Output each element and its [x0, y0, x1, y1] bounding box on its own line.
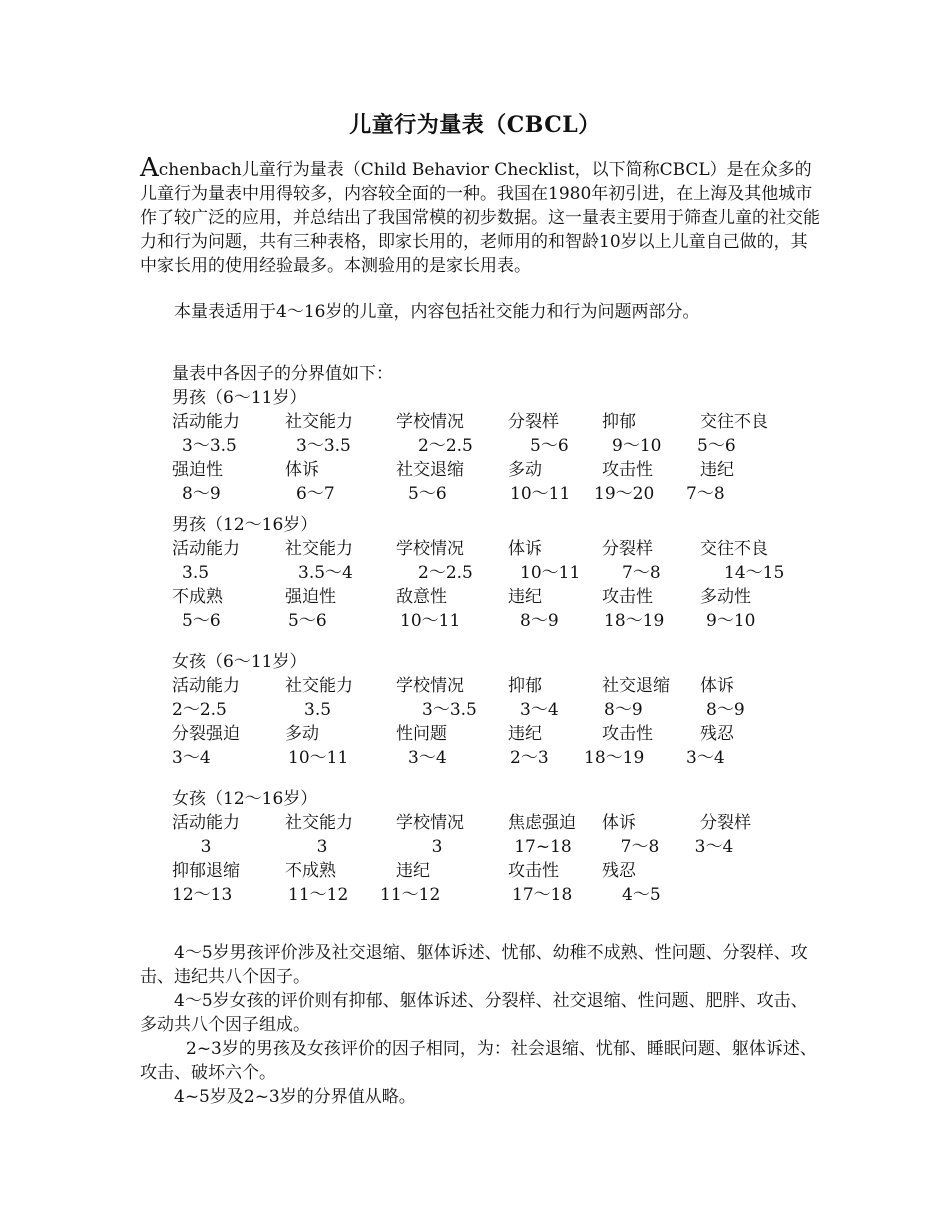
factor-name: 社交能力 [285, 412, 353, 432]
factor-name: 学校情况 [396, 676, 464, 696]
factor-name-row [0, 811, 950, 835]
group-heading: 男孩（12～16岁） [172, 515, 318, 535]
factor-cutoff: 17～18 [512, 885, 573, 905]
factor-cutoff: 11～12 [288, 885, 349, 905]
factor-name: 强迫性 [172, 460, 223, 480]
factor-name: 活动能力 [172, 813, 240, 833]
factor-cutoff: 11～12 [380, 885, 441, 905]
factor-name-row [0, 674, 950, 698]
factor-cutoff: 6～7 [296, 484, 335, 504]
factor-cutoff: 5～6 [697, 436, 736, 456]
factor-name: 违纪 [396, 861, 430, 881]
factor-cutoff-row [0, 561, 950, 585]
factor-name: 学校情况 [396, 813, 464, 833]
factor-cutoff: 3～4 [408, 748, 447, 768]
factor-cutoff: 7～8 [686, 484, 725, 504]
factor-name: 活动能力 [172, 539, 240, 559]
factor-name: 攻击性 [508, 861, 559, 881]
intro-text: chenbach儿童行为量表（Child Behavior Checklist，以下简称CBCL）是在众多的儿童行为量表中用得较多，内容较全面的一种。我国在1980年初引进，在上海及其他城市作了较广泛的应用，并总结出了我国常模的初步数据。这一量表主要用于筛查儿童的社交能力和行为问题，共有三种表格，即家长用的，老师用的和智龄10岁以上儿童自己做的，其中家长用的使用经验最多。本测验用的是家长用表。 [140, 160, 820, 276]
factor-cutoff: 10～11 [520, 563, 581, 583]
factor-name: 不成熟 [172, 587, 223, 607]
factor-name: 社交能力 [285, 676, 353, 696]
factor-name-row [0, 410, 950, 434]
factor-name: 残忍 [602, 861, 636, 881]
factor-name: 攻击性 [602, 460, 653, 480]
scope-paragraph: 本量表适用于4～16岁的儿童，内容包括社交能力和行为问题两部分。 [174, 302, 700, 322]
factor-name: 违纪 [508, 724, 542, 744]
group-heading: 男孩（6～11岁） [172, 388, 307, 408]
factor-cutoff: 3.5 [182, 563, 210, 583]
factor-cutoff: 2～2.5 [172, 700, 227, 720]
factor-name: 强迫性 [285, 587, 336, 607]
factor-cutoff: 5～6 [408, 484, 447, 504]
group-heading: 女孩（12～16岁） [172, 789, 318, 809]
factor-name-row [0, 585, 950, 609]
factor-name: 活动能力 [172, 676, 240, 696]
factor-cutoff: 3～3.5 [422, 700, 477, 720]
factor-cutoff: 3～3.5 [296, 436, 351, 456]
factor-name: 违纪 [508, 587, 542, 607]
factor-cutoff-row [0, 698, 950, 722]
factor-name: 不成熟 [285, 861, 336, 881]
factor-cutoff: 10～11 [400, 611, 461, 631]
factor-cutoff: 5～6 [288, 611, 327, 631]
factor-cutoff: 8～9 [520, 611, 559, 631]
factor-cutoff: 7～8 [622, 563, 661, 583]
factor-cutoff: 4～5 [622, 885, 661, 905]
factor-name: 违纪 [700, 460, 734, 480]
factor-cutoff: 17~18 [514, 837, 572, 857]
factor-name: 学校情况 [396, 412, 464, 432]
factor-cutoff: 3～4 [520, 700, 559, 720]
factor-name: 抑郁 [508, 676, 542, 696]
factor-cutoff: 3 [431, 837, 443, 857]
factor-cutoff: 9～10 [706, 611, 756, 631]
factor-name: 体诉 [508, 539, 542, 559]
factor-name-row [0, 722, 950, 746]
factor-cutoff: 12～13 [172, 885, 233, 905]
factor-cutoff: 3 [200, 837, 212, 857]
factor-name: 性问题 [396, 724, 447, 744]
factor-name: 攻击性 [602, 587, 653, 607]
factor-cutoff: 10～11 [510, 484, 571, 504]
factor-name: 分裂样 [602, 539, 653, 559]
document-title: 儿童行为量表（CBCL） [349, 112, 601, 138]
factor-cutoff: 2～2.5 [418, 436, 473, 456]
factor-cutoff: 8～9 [182, 484, 221, 504]
factor-cutoff: 8～9 [706, 700, 745, 720]
factor-name: 残忍 [700, 724, 734, 744]
factor-name: 交往不良 [700, 539, 768, 559]
factor-cutoff: 8～9 [604, 700, 643, 720]
intro-paragraph [140, 153, 820, 278]
factor-name: 攻击性 [602, 724, 653, 744]
factor-cutoff: 5～6 [530, 436, 569, 456]
factor-cutoff-row [0, 746, 950, 770]
factor-cutoff: 7～8 [620, 837, 660, 857]
note-boys-4-5: 4～5岁男孩评价涉及社交退缩、躯体诉述、忧郁、幼稚不成熟、性问题、分裂样、攻击、违纪共八个因子。 [140, 943, 808, 987]
factor-name: 交往不良 [700, 412, 768, 432]
factor-name: 社交退缩 [602, 676, 670, 696]
factor-name: 活动能力 [172, 412, 240, 432]
factor-cutoff: 3 [316, 837, 328, 857]
factor-name: 社交能力 [285, 813, 353, 833]
factor-name: 体诉 [602, 813, 636, 833]
factor-name: 多动 [508, 460, 542, 480]
factor-name: 焦虑强迫 [508, 813, 576, 833]
factor-name-row [0, 859, 950, 883]
factor-name-row [0, 458, 950, 482]
factor-cutoff: 3.5～4 [298, 563, 353, 583]
factor-cutoff: 9～10 [612, 436, 662, 456]
factor-cutoff: 3～4 [172, 748, 211, 768]
note-2-3: 2~3岁的男孩及女孩评价的因子相同，为：社会退缩、忧郁、睡眠问题、躯体诉述、攻击、破坏六个。 [140, 1039, 817, 1083]
factor-name: 体诉 [285, 460, 319, 480]
factor-name: 社交退缩 [396, 460, 464, 480]
factor-cutoff: 10～11 [288, 748, 349, 768]
group-heading: 女孩（6～11岁） [172, 652, 307, 672]
factor-name: 多动 [285, 724, 319, 744]
factor-name: 分裂样 [508, 412, 559, 432]
factor-cutoff: 3.5 [304, 700, 332, 720]
factor-name: 分裂强迫 [172, 724, 240, 744]
factor-cutoff: 3～4 [694, 837, 734, 857]
factor-name: 体诉 [700, 676, 734, 696]
intro-dropcap: A [140, 153, 159, 183]
factor-cutoff: 3～4 [686, 748, 725, 768]
factor-name: 抑郁 [602, 412, 636, 432]
factor-cutoff: 18～19 [604, 611, 665, 631]
factor-cutoff: 2～2.5 [418, 563, 473, 583]
note-omitted: 4~5岁及2~3岁的分界值从略。 [174, 1087, 416, 1107]
factor-cutoff: 2～3 [510, 748, 549, 768]
factor-cutoff: 18～19 [584, 748, 645, 768]
note-girls-4-5: 4～5岁女孩的评价则有抑郁、躯体诉述、分裂样、社交退缩、性问题、肥胖、攻击、多动共八个因子组成。 [140, 991, 808, 1035]
factor-name: 分裂样 [700, 813, 751, 833]
cutoff-intro: 量表中各因子的分界值如下： [172, 364, 393, 384]
factor-name: 学校情况 [396, 539, 464, 559]
factor-cutoff-row [0, 883, 950, 907]
factor-cutoff-row [0, 434, 950, 458]
factor-cutoff: 3～3.5 [182, 436, 237, 456]
factor-name-row [0, 537, 950, 561]
factor-name: 敌意性 [396, 587, 447, 607]
factor-name: 抑郁退缩 [172, 861, 240, 881]
factor-name: 社交能力 [285, 539, 353, 559]
factor-cutoff-row [0, 609, 950, 633]
factor-cutoff: 5～6 [182, 611, 221, 631]
factor-name: 多动性 [700, 587, 751, 607]
factor-cutoff-row [0, 835, 950, 859]
factor-cutoff: 19～20 [594, 484, 655, 504]
factor-cutoff: 14～15 [724, 563, 785, 583]
factor-cutoff-row [0, 482, 950, 506]
